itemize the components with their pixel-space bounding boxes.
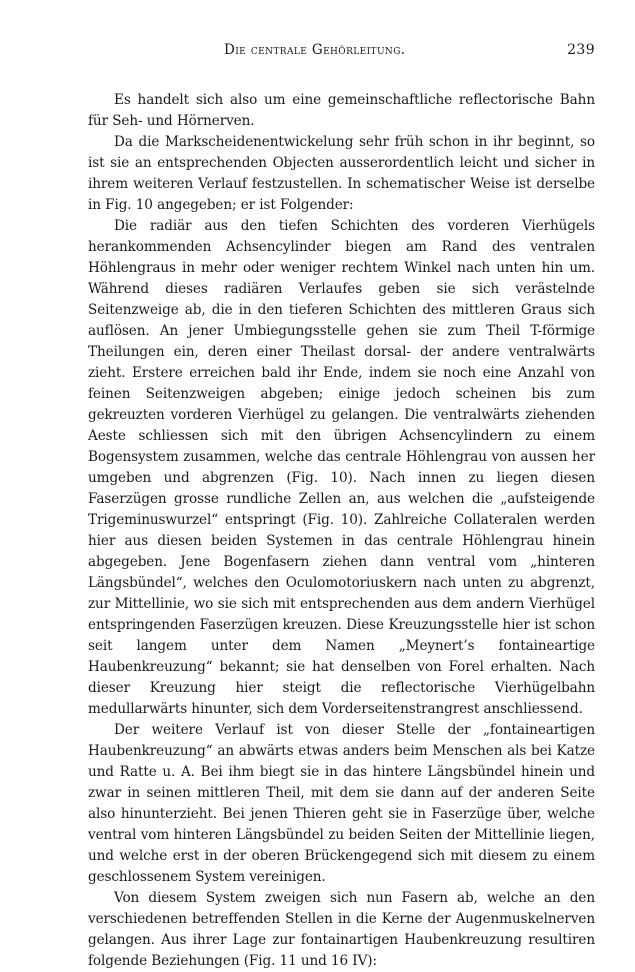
paragraph-4: Der weitere Verlauf ist von dieser Stelle der „fontaineartigen Haubenkreuzung“ an abwärts etwas anders beim Menschen als bei Katze und Ratte u. A. Bei ihm biegt sie in das hintere Längsbündel hinein und zwar in seinen mittleren Theil, mit dem sie dann auf der anderen Seite also hinunterzieht. Bei jenen Thieren geht sie in Faserzüge über, welche ventral vom hinteren Längsbündel zu beiden Seiten der Mittellinie liegen, und welche erst in der oberen Brückengegend sich mit diesem zu einem geschlossenem System vereinigen. — [88, 722, 595, 885]
body-text — [88, 90, 595, 972]
paragraph-2: Da die Markscheidenentwickelung sehr früh schon in ihr beginnt, so ist sie an entsprechenden Objecten ausserordentlich leicht und sicher in ihrem weiteren Verlauf festzustellen. In schematischer Weise ist derselbe in Fig. 10 angegeben; er ist Folgender: — [88, 134, 595, 213]
paragraph-1: Es handelt sich also um eine gemeinschaftliche reflectorische Bahn für Seh- und Hörnerven. — [88, 92, 595, 129]
paragraph-5: Von diesem System zweigen sich nun Fasern ab, welche an den verschiedenen betreffenden Stellen in die Kerne der Augenmuskelnerven gelangen. Aus ihrer Lage zur fontainartigen Haubenkreuzung resultiren folgende Beziehungen (Fig. 11 und 16 IV): — [88, 890, 595, 969]
paragraph-3: Die radiär aus den tiefen Schichten des vorderen Vierhügels herankommenden Achsencylinder biegen am Rand des ventralen Höhlengraus in mehr oder weniger rechtem Winkel nach unten hin um. Während dieses radiären Verlaufes geben sie sich verästelnde Seitenzweige ab, die in den tieferen Schichten des mittleren Graus sich auflösen. An jener Umbiegungsstelle gehen sie zum Theil T-förmige Theilungen ein, deren einer Theilast dorsal- der andere ventralwärts zieht. Erstere erreichen bald ihr Ende, indem sie noch eine Anzahl von feinen Seitenzweigen abgeben; einige jedoch scheinen bis zum gekreuzten vorderen Vierhügel zu gelangen. Die ventralwärts ziehenden Aeste schliessen sich mit den übrigen Achsencylindern zu einem Bogensystem zusammen, welche das centrale Höhlengrau von aussen her umgeben und abgrenzen (Fig. 10). Nach innen zu liegen diesen Faserzügen grosse rundliche Zellen an, aus welchen die „aufsteigende Trigeminuswurzel“ entspringt (Fig. 10). Zahlreiche Collateralen werden hier aus diesen beiden Systemen in das centrale Höhlengrau hinein abgegeben. Jene Bogenfasern ziehen dann ventral vom „hinteren Längsbündel“, welches den Oculomotoriuskern nach unten zu abgrenzt, zur Mittellinie, wo sie sich mit entsprechenden aus dem andern Vierhügel entspringenden Faserzügen kreuzen. Diese Kreuzungsstelle hier ist schon seit langem unter dem Namen „Meynert’s fontaineartige Haubenkreuzung“ bekannt; sie hat denselben von Forel erhalten. Nach dieser Kreuzung hier steigt die reflectorische Vierhügelbahn medullarwärts hinunter, sich dem Vorderseitenstrangrest anschliessend. — [88, 218, 595, 717]
running-title: Die centrale Gehörleitung. — [224, 42, 406, 58]
running-header — [88, 42, 595, 66]
page-number: 239 — [567, 42, 595, 58]
